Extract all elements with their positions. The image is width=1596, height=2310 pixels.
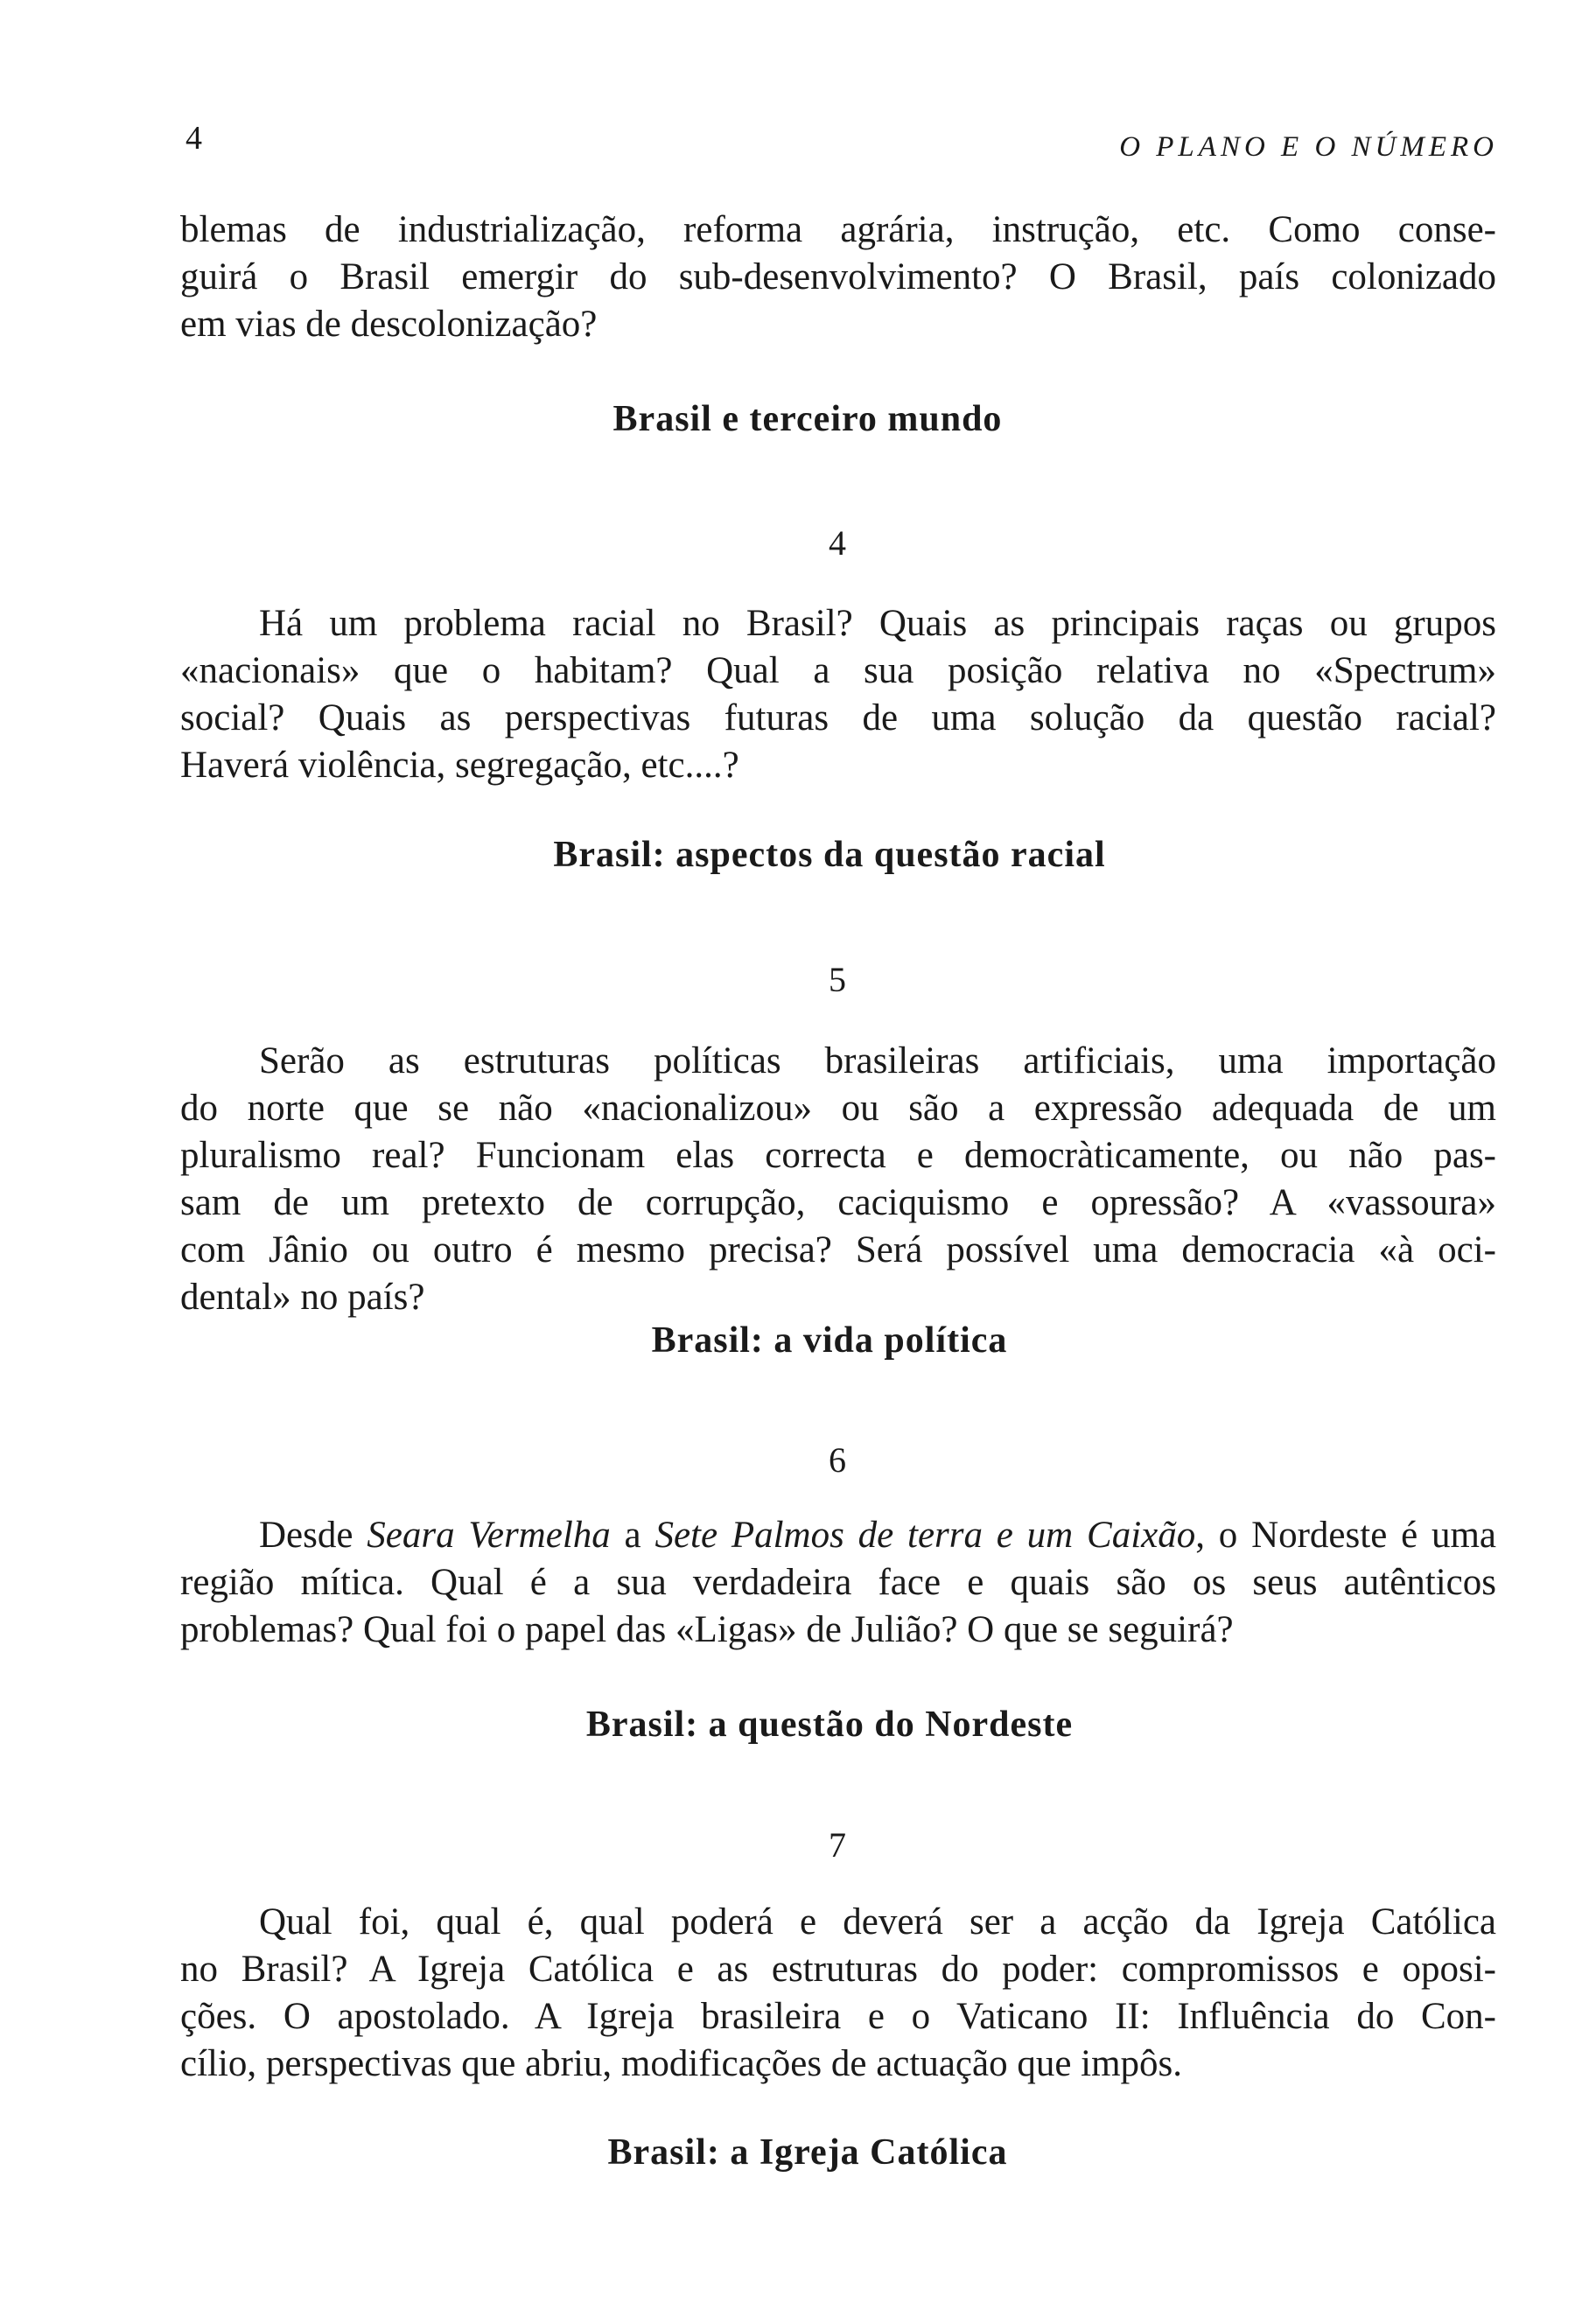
text-line: Qual foi, qual é, qual poderá e deverá ser a acção da Igreja Católica <box>259 1901 1496 1942</box>
book-title: Sete Palmos de terra e um Caixão <box>654 1515 1196 1556</box>
text-line: ções. O apostolado. A Igreja brasileira e o Vaticano II: Influência do Con- <box>180 1996 1496 2037</box>
book-title: Seara Vermelha <box>367 1515 611 1556</box>
paragraph-racial <box>180 600 1496 789</box>
text-line: Desde Seara Vermelha a Sete Palmos de terra e um Caixão, o Nordeste é uma <box>259 1515 1496 1556</box>
section-heading: Brasil: a Igreja Católica <box>607 2132 1008 2173</box>
page-number: 4 <box>186 120 202 157</box>
text-line: dental» no país? <box>180 1277 425 1318</box>
text-line: Há um problema racial no Brasil? Quais as principais raças ou grupos <box>259 603 1496 644</box>
text-line: no Brasil? A Igreja Católica e as estruturas do poder: compromissos e oposi- <box>180 1949 1496 1990</box>
text-line: problemas? Qual foi o papel das «Ligas» de Julião? O que se seguirá? <box>180 1609 1234 1650</box>
text-line: do norte que se não «nacionalizou» ou são a expressão adequada de um <box>180 1088 1496 1129</box>
section-number: 6 <box>829 1440 846 1480</box>
text-line: sam de um pretexto de corrupção, caciquismo e opressão? A «vassoura» <box>180 1182 1496 1223</box>
section-heading: Brasil e terceiro mundo <box>612 399 1003 439</box>
text-line: em vias de descolonização? <box>180 304 598 345</box>
paragraph-igreja <box>180 1899 1496 2088</box>
paragraph-nordeste <box>180 1512 1496 1654</box>
section-number: 5 <box>829 960 846 999</box>
section-heading: Brasil: a questão do Nordeste <box>585 1704 1074 1745</box>
section-number: 7 <box>829 1825 846 1865</box>
text-line: Serão as estruturas políticas brasileiras artificiais, uma importação <box>259 1040 1496 1082</box>
text-line: social? Quais as perspectivas futuras de uma solução da questão racial? <box>180 697 1496 738</box>
text-line: guirá o Brasil emergir do sub-desenvolvimento? O Brasil, país colonizado <box>180 256 1496 298</box>
text-line: Haverá violência, segregação, etc....? <box>180 745 739 786</box>
text-line: com Jânio ou outro é mesmo precisa? Será possível uma democracia «à oci- <box>180 1229 1496 1270</box>
paragraph-continuation <box>180 206 1496 348</box>
running-title: O PLANO E O NÚMERO <box>1119 131 1498 163</box>
section-heading: Brasil: a vida política <box>651 1320 1008 1361</box>
text-line: «nacionais» que o habitam? Qual a sua posição relativa no «Spectrum» <box>180 650 1496 691</box>
text-line: região mítica. Qual é a sua verdadeira face e quais são os seus autênticos <box>180 1562 1496 1603</box>
text-line: cílio, perspectivas que abriu, modificações de actuação que impôs. <box>180 2043 1183 2084</box>
text-line: blemas de industrialização, reforma agrária, instrução, etc. Como conse- <box>180 209 1496 250</box>
text-line: pluralismo real? Funcionam elas correcta e democràticamente, ou não pas- <box>180 1135 1496 1176</box>
paragraph-politics <box>180 1038 1496 1321</box>
section-heading: Brasil: aspectos da questão racial <box>553 835 1106 875</box>
section-number: 4 <box>829 523 846 563</box>
